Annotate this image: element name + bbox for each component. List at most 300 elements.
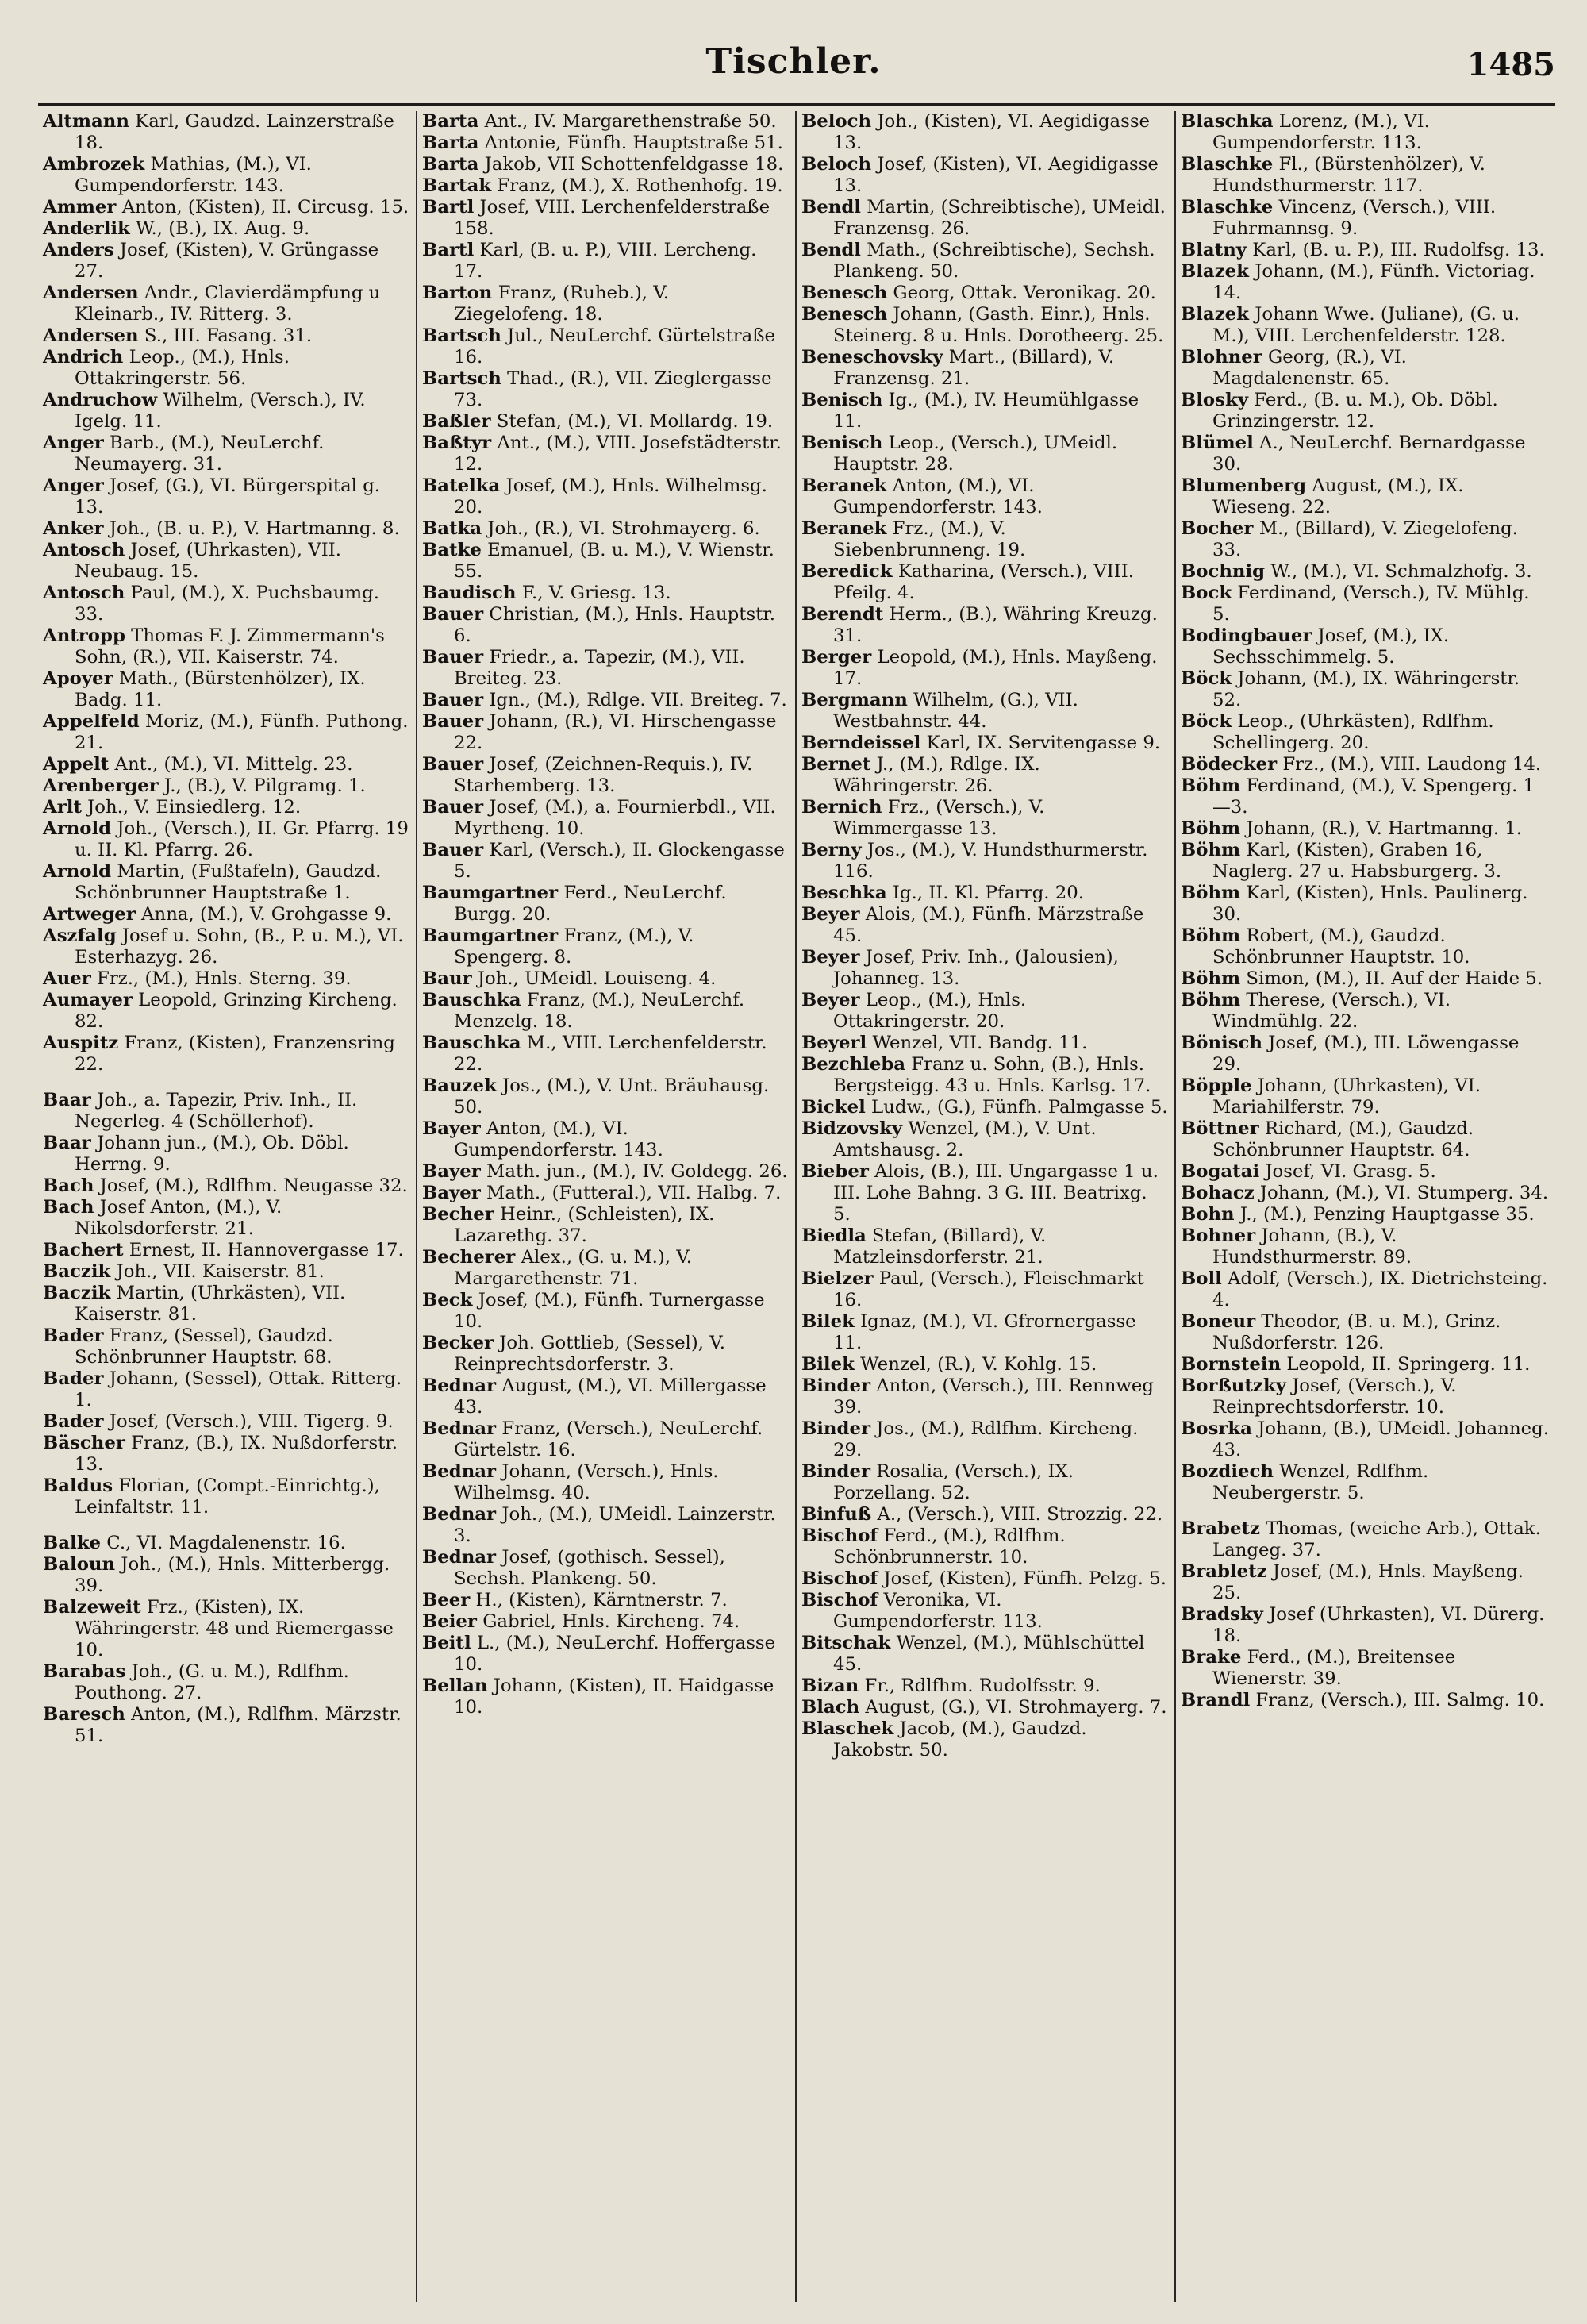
entry-details: Frz., (M.), VIII. Laudong 14. <box>1277 754 1542 775</box>
entry-name: Bellan <box>422 1676 488 1696</box>
entry-name: Bayer <box>422 1118 481 1139</box>
entry-details: Therese, (Versch.), VI. Windmühlg. 22. <box>1212 990 1451 1032</box>
entry-details: Leopold, Grinzing Kircheng. 82. <box>75 990 398 1032</box>
directory-entry <box>43 925 409 968</box>
directory-entry <box>801 604 1168 647</box>
entry-details: Josef, (M.), Fünfh. Turnergasse 10. <box>454 1290 765 1332</box>
entry-name: Bartsch <box>422 325 501 346</box>
entry-details: Mart., (Billard), V. Franzensg. 21. <box>833 347 1115 389</box>
entry-details: August, (M.), IX. Wieseng. 22. <box>1212 475 1464 518</box>
directory-entry <box>422 1676 789 1718</box>
directory-entry <box>1181 925 1549 968</box>
directory-entry <box>43 1033 409 1075</box>
entry-details: Joh., UMeidl. Louiseng. 4. <box>471 968 717 989</box>
entry-name: Bauer <box>422 754 484 775</box>
entry-name: Bogatai <box>1181 1161 1260 1182</box>
entry-details: Thomas F. J. Zimmermann's Sohn, (R.), VII. Kaiserstr. 74. <box>75 625 385 668</box>
entry-name: Bader <box>43 1326 104 1346</box>
entry-name: Barton <box>422 283 493 303</box>
directory-entry <box>1181 1311 1549 1354</box>
directory-entry <box>801 797 1168 840</box>
entry-details: Leop., (Versch.), UMeidl. Hauptstr. 28. <box>833 433 1118 475</box>
entry-details: A., (Versch.), VIII. Strozzig. 22. <box>871 1504 1163 1525</box>
entry-name: Bader <box>43 1411 104 1432</box>
directory-entry <box>1181 1604 1549 1647</box>
entry-name: Bauer <box>422 604 484 625</box>
column-2 <box>417 111 797 2302</box>
entry-name: Böhm <box>1181 840 1241 860</box>
directory-entry <box>422 1075 789 1118</box>
column-3 <box>797 111 1176 2302</box>
entry-name: Bischof <box>801 1568 878 1589</box>
entry-details: Ludw., (G.), Fünfh. Palmgasse 5. <box>865 1097 1168 1118</box>
entry-details: Ig., (M.), IV. Heumühlgasse 11. <box>833 390 1139 432</box>
entry-details: Joh., VII. Kaiserstr. 81. <box>110 1261 325 1282</box>
directory-entry <box>1181 347 1549 390</box>
entry-details: Math., (Futteral.), VII. Halbg. 7. <box>480 1183 782 1203</box>
directory-entry <box>801 1268 1168 1311</box>
entry-name: Bradsky <box>1181 1604 1263 1625</box>
entry-name: Andrich <box>43 347 124 367</box>
entry-details: Franz, (Ruheb.), V. Ziegelofeng. 18. <box>454 283 669 325</box>
entry-name: Aumayer <box>43 990 133 1010</box>
entry-name: Bozdiech <box>1181 1461 1274 1482</box>
entry-name: Beer <box>422 1590 471 1610</box>
entry-details: Ferd., (M.), Breitensee Wienerstr. 39. <box>1212 1647 1456 1689</box>
directory-entry <box>801 1054 1168 1097</box>
entry-details: Rosalia, (Versch.), IX. Porzellang. 52. <box>833 1461 1074 1503</box>
directory-entry <box>1181 240 1549 261</box>
directory-entry <box>801 1376 1168 1418</box>
entry-name: Brandl <box>1181 1690 1251 1710</box>
entry-name: Blohner <box>1181 347 1262 367</box>
entry-details: Robert, (M.), Gaudzd. Schönbrunner Hauptstr. 10. <box>1212 925 1470 968</box>
directory-entry <box>422 325 789 368</box>
directory-entry <box>1181 1518 1549 1561</box>
entry-details: Wenzel, Rdlfhm. Neubergerstr. 5. <box>1212 1461 1429 1503</box>
entry-name: Baczik <box>43 1261 111 1282</box>
directory-entry <box>801 304 1168 347</box>
directory-entry <box>801 347 1168 390</box>
directory-entry <box>1181 883 1549 925</box>
entry-name: Bohn <box>1181 1204 1235 1225</box>
directory-entry <box>801 754 1168 797</box>
entry-details: Anton, (Versch.), III. Rennweg 39. <box>833 1376 1154 1418</box>
entry-name: Bauschka <box>422 990 521 1010</box>
entry-name: Auspitz <box>43 1033 119 1053</box>
directory-entry <box>801 1461 1168 1504</box>
entry-name: Baumgartner <box>422 925 559 946</box>
entry-name: Bednar <box>422 1547 497 1568</box>
entry-name: Anders <box>43 240 114 260</box>
directory-entry <box>1181 990 1549 1033</box>
entry-name: Anger <box>43 475 104 496</box>
entry-details: Josef, (M.), Hnls. Wilhelmsg. 20. <box>454 475 767 518</box>
entry-details: Katharina, (Versch.), VIII. Pfeilg. 4. <box>833 561 1134 603</box>
directory-entry <box>422 1118 789 1161</box>
entry-details: Moriz, (M.), Fünfh. Puthong. 21. <box>75 711 409 753</box>
entry-name: Benisch <box>801 433 883 453</box>
entry-name: Böck <box>1181 668 1232 689</box>
entry-details: Johann Wwe. (Juliane), (G. u. M.), VIII. Lerchenfelderstr. 128. <box>1212 304 1520 346</box>
entry-details: Ig., II. Kl. Pfarrg. 20. <box>886 883 1085 903</box>
entry-details: Johann, (R.), V. Hartmanng. 1. <box>1240 818 1523 839</box>
entry-name: Blaschek <box>801 1718 894 1739</box>
directory-entry <box>422 240 789 283</box>
entry-details: Josef, (Versch.), V. Reinprechtsdorferstr. 10. <box>1212 1376 1457 1418</box>
entry-details: Paul, (M.), X. Puchsbaumg. 33. <box>75 583 380 625</box>
entry-details: Franz, (M.), X. Rothenhofg. 19. <box>491 175 783 196</box>
directory-entry <box>43 1240 409 1261</box>
directory-entry <box>43 390 409 433</box>
directory-entry <box>422 1333 789 1376</box>
entry-details: Joh., V. Einsiedlerg. 12. <box>81 797 302 818</box>
entry-details: Josef, (Kisten), V. Grüngasse 27. <box>75 240 379 282</box>
entry-name: Arnold <box>43 861 112 882</box>
entry-name: Balke <box>43 1533 101 1553</box>
entry-details: Johann, (Uhrkasten), VI. Mariahilferstr. 79. <box>1212 1075 1481 1118</box>
entry-name: Bock <box>1181 583 1232 603</box>
entry-details: Joh., (Kisten), VI. Aegidigasse 13. <box>833 111 1151 153</box>
entry-name: Bergmann <box>801 690 908 710</box>
directory-entry <box>422 1290 789 1333</box>
entry-name: Arnold <box>43 818 112 839</box>
directory-entry <box>422 175 789 197</box>
entry-name: Bauer <box>422 840 484 860</box>
directory-entry <box>801 1354 1168 1376</box>
entry-details: Joh., a. Tapezir, Priv. Inh., II. Negerleg. 4 (Schöllerhof). <box>75 1090 358 1132</box>
entry-name: Apoyer <box>43 668 113 689</box>
entry-name: Bach <box>43 1175 94 1196</box>
entry-name: Bizan <box>801 1676 859 1696</box>
entry-details: Herm., (B.), Währing Kreuzg. 31. <box>833 604 1158 646</box>
directory-entry <box>801 1590 1168 1633</box>
entry-name: Bendl <box>801 240 861 260</box>
entry-details: Franz, (B.), IX. Nußdorferstr. 13. <box>75 1433 398 1475</box>
entry-details: Jos., (M.), Rdlfhm. Kircheng. 29. <box>833 1418 1139 1460</box>
entry-name: Brake <box>1181 1647 1242 1668</box>
entry-name: Benesch <box>801 304 888 325</box>
entry-details: Franz, (Versch.), NeuLerchf. Gürtelstr. 16. <box>454 1418 763 1460</box>
entry-name: Bielzer <box>801 1268 874 1289</box>
entry-details: Josef Anton, (M.), V. Nikolsdorferstr. 21. <box>75 1197 282 1239</box>
directory-entry <box>43 325 409 347</box>
directory-entry <box>43 154 409 197</box>
entry-name: Bader <box>43 1368 104 1389</box>
directory-entry <box>43 625 409 668</box>
entry-name: Bernet <box>801 754 871 775</box>
entry-details: Ign., (M.), Rdlge. VII. Breiteg. 7. <box>483 690 787 710</box>
entry-details: Karl, (Kisten), Graben 16, Naglerg. 27 u. Habsburgerg. 3. <box>1212 840 1502 882</box>
header-rule <box>38 103 1555 106</box>
directory-entry <box>422 197 789 240</box>
entry-name: Barta <box>422 133 479 153</box>
entry-details: Josef, (M.), Hnls. Mayßeng. 25. <box>1212 1561 1524 1603</box>
directory-entry <box>801 647 1168 690</box>
entry-name: Bieber <box>801 1161 869 1182</box>
directory-entry <box>801 1633 1168 1676</box>
entry-name: Bauer <box>422 797 484 818</box>
directory-entry <box>801 154 1168 197</box>
entry-details: Karl, (Kisten), Hnls. Paulinerg. 30. <box>1212 883 1528 925</box>
entry-details: L., (M.), NeuLerchf. Hoffergasse 10. <box>454 1633 776 1675</box>
entry-name: Antosch <box>43 540 125 560</box>
entry-details: Anton, (M.), VI. Gumpendorferstr. 143. <box>454 1118 663 1160</box>
directory-entry <box>43 540 409 583</box>
entry-details: Johann, (R.), VI. Hirschengasse 22. <box>454 711 777 753</box>
directory-entry <box>43 1283 409 1326</box>
directory-entry <box>422 411 789 433</box>
directory-entry <box>43 197 409 218</box>
entry-details: Josef u. Sohn, (B., P. u. M.), VI. Esterhazyg. 26. <box>75 925 404 968</box>
entry-name: Beloch <box>801 154 872 175</box>
entry-name: Böhm <box>1181 818 1241 839</box>
directory-entry <box>43 968 409 990</box>
directory-entry <box>801 1311 1168 1354</box>
entry-name: Benisch <box>801 390 883 410</box>
entry-details: Josef, (gothisch. Sessel), Sechsh. Plankeng. 50. <box>454 1547 725 1589</box>
directory-entry <box>801 1676 1168 1697</box>
entry-details: Friedr., a. Tapezir, (M.), VII. Breiteg. 23. <box>454 647 745 689</box>
entry-name: Bönisch <box>1181 1033 1262 1053</box>
entry-name: Bauschka <box>422 1033 521 1053</box>
entry-details: Josef, VI. Grasg. 5. <box>1259 1161 1436 1182</box>
directory-entry <box>801 990 1168 1033</box>
entry-details: W., (B.), IX. Aug. 9. <box>129 218 310 239</box>
entry-name: Auer <box>43 968 91 989</box>
entry-name: Bohacz <box>1181 1183 1255 1203</box>
entry-name: Beck <box>422 1290 473 1310</box>
entry-details: Veronika, VI. Gumpendorferstr. 113. <box>833 1590 1043 1632</box>
entry-name: Beloch <box>801 111 872 132</box>
entry-name: Appelt <box>43 754 110 775</box>
entry-details: Franz, (Kisten), Franzensring 22. <box>75 1033 395 1075</box>
directory-entry <box>422 690 789 711</box>
directory-entry <box>801 561 1168 604</box>
directory-entry <box>801 1225 1168 1268</box>
directory-entry <box>43 283 409 325</box>
directory-entry <box>422 1504 789 1547</box>
entry-details: C., VI. Magdalenenstr. 16. <box>101 1533 346 1553</box>
entry-details: Math., (Schreibtische), Sechsh. Plankeng. 50. <box>833 240 1155 282</box>
entry-name: Böhm <box>1181 883 1241 903</box>
directory-entry <box>422 133 789 154</box>
directory-entry <box>422 154 789 175</box>
entry-details: Jos., (M.), V. Unt. Bräuhausg. 50. <box>454 1075 770 1118</box>
directory-entry <box>43 1661 409 1704</box>
entry-details: Emanuel, (B. u. M.), V. Wienstr. 55. <box>454 540 774 582</box>
directory-entry <box>422 475 789 518</box>
directory-entry <box>801 240 1168 283</box>
entry-details: Johann, (Versch.), Hnls. Wilhelmsg. 40. <box>454 1461 719 1503</box>
entry-details: Ferdinand, (M.), V. Spengerg. 1—3. <box>1212 775 1535 818</box>
entry-details: Franz, (M.), V. Spengerg. 8. <box>454 925 694 968</box>
directory-entry <box>1181 1376 1549 1418</box>
directory-columns <box>38 111 1555 2302</box>
entry-name: Baudisch <box>422 583 517 603</box>
directory-entry <box>422 604 789 647</box>
entry-details: Alex., (G. u. M.), V. Margarethenstr. 71. <box>454 1247 693 1289</box>
entry-details: A., NeuLerchf. Bernardgasse 30. <box>1212 433 1526 475</box>
directory-entry <box>43 240 409 283</box>
directory-entry <box>801 1161 1168 1225</box>
directory-entry <box>1181 111 1549 154</box>
entry-name: Andersen <box>43 283 139 303</box>
entry-details: Ant., (M.), VIII. Josefstädterstr. 12. <box>454 433 782 475</box>
entry-name: Benesch <box>801 283 888 303</box>
entry-name: Beyerl <box>801 1033 867 1053</box>
entry-details: Florian, (Compt.-Einrichtg.), Leinfaltstr. 11. <box>75 1476 380 1518</box>
directory-entry <box>801 390 1168 433</box>
directory-entry <box>422 883 789 925</box>
entry-name: Batelka <box>422 475 501 496</box>
directory-entry <box>422 433 789 475</box>
entry-details: Johann, (Gasth. Einr.), Hnls. Steinerg. 8 u. Hnls. Dorotheerg. 25. <box>833 304 1164 346</box>
directory-entry <box>422 1633 789 1676</box>
entry-name: Böck <box>1181 711 1232 732</box>
directory-entry <box>422 1376 789 1418</box>
entry-name: Becher <box>422 1204 494 1225</box>
entry-details: Stefan, (Billard), V. Matzleinsdorferstr. 21. <box>833 1225 1047 1268</box>
entry-details: Anton, (Kisten), II. Circusg. 15. <box>116 197 409 217</box>
entry-details: Adolf, (Versch.), IX. Dietrichsteing. 4. <box>1212 1268 1548 1310</box>
entry-details: Thad., (R.), VII. Zieglergasse 73. <box>454 368 772 410</box>
entry-name: Appelfeld <box>43 711 140 732</box>
entry-details: Johann, (B.), V. Hundsthurmerstr. 89. <box>1212 1225 1412 1268</box>
entry-details: Josef, (M.), III. Löwengasse 29. <box>1212 1033 1520 1075</box>
directory-entry <box>422 283 789 325</box>
directory-entry <box>801 1033 1168 1054</box>
entry-name: Bednar <box>422 1461 497 1482</box>
entry-details: Jacob, (M.), Gaudzd. Jakobstr. 50. <box>833 1718 1087 1760</box>
entry-name: Binder <box>801 1461 870 1482</box>
directory-entry <box>43 1533 409 1554</box>
directory-entry <box>43 1704 409 1747</box>
entry-details: S., III. Fasang. 31. <box>138 325 313 346</box>
entry-details: Alois, (M.), Fünfh. Märzstraße 45. <box>833 904 1144 946</box>
entry-name: Bach <box>43 1197 94 1218</box>
directory-entry <box>801 197 1168 240</box>
directory-entry <box>1181 840 1549 883</box>
entry-name: Antosch <box>43 583 125 603</box>
entry-details: Josef, (M.), IX. Sechsschimmelg. 5. <box>1212 625 1450 668</box>
entry-name: Arenberger <box>43 775 159 796</box>
entry-name: Anderlik <box>43 218 130 239</box>
entry-name: Beyer <box>801 904 860 925</box>
entry-details: F., V. Griesg. 13. <box>516 583 671 603</box>
entry-details: Theodor, (B. u. M.), Grinz. Nußdorferstr. 126. <box>1212 1311 1501 1353</box>
entry-name: Bilek <box>801 1311 855 1332</box>
entry-details: Math. jun., (M.), IV. Goldegg. 26. <box>480 1161 788 1182</box>
entry-name: Bauer <box>422 647 484 668</box>
directory-entry <box>801 733 1168 754</box>
directory-entry <box>43 1133 409 1175</box>
entry-name: Baur <box>422 968 472 989</box>
directory-entry <box>801 1418 1168 1461</box>
entry-details: August, (M.), VI. Millergasse 43. <box>454 1376 767 1418</box>
entry-name: Beitl <box>422 1633 471 1653</box>
entry-details: Karl, IX. Servitengasse 9. <box>920 733 1161 753</box>
entry-name: Biedla <box>801 1225 867 1246</box>
page-number: 1485 <box>1466 46 1555 83</box>
directory-entry <box>1181 1268 1549 1311</box>
directory-entry <box>422 1590 789 1611</box>
entry-details: Leop., (Uhrkästen), Rdlfhm. Schellingerg. 20. <box>1212 711 1494 753</box>
directory-entry <box>43 1476 409 1518</box>
entry-name: Brabetz <box>1181 1518 1260 1539</box>
page-header <box>0 41 1587 97</box>
entry-details: Ferd., (M.), Rdlfhm. Schönbrunnerstr. 10. <box>833 1526 1066 1568</box>
entry-details: Martin, (Uhrkästen), VII. Kaiserstr. 81. <box>75 1283 346 1325</box>
directory-entry <box>43 990 409 1033</box>
directory-entry <box>1181 711 1549 754</box>
entry-details: Joh., (G. u. M.), Rdlfhm. Pouthong. 27. <box>75 1661 349 1703</box>
entry-name: Borßutzky <box>1181 1376 1286 1396</box>
directory-entry <box>43 1554 409 1597</box>
entry-name: Barta <box>422 154 479 175</box>
entry-details: J., (M.), Penzing Hauptgasse 35. <box>1234 1204 1535 1225</box>
directory-entry <box>1181 261 1549 304</box>
entry-name: Balzeweit <box>43 1597 141 1618</box>
entry-details: Wenzel, (R.), V. Kohlg. 15. <box>854 1354 1097 1375</box>
entry-details: Antonie, Fünfh. Hauptstraße 51. <box>478 133 783 153</box>
directory-entry <box>1181 1161 1549 1183</box>
entry-name: Bednar <box>422 1418 497 1439</box>
entry-details: Wenzel, (M.), V. Unt. Amtshausg. 2. <box>833 1118 1097 1160</box>
directory-entry <box>1181 1354 1549 1376</box>
entry-name: Bohner <box>1181 1225 1256 1246</box>
entry-name: Boll <box>1181 1268 1222 1289</box>
entry-name: Bartl <box>422 240 475 260</box>
directory-entry <box>801 1118 1168 1161</box>
entry-details: Fl., (Bürstenhölzer), V. Hundsthurmerstr. 117. <box>1212 154 1485 196</box>
entry-name: Baßtyr <box>422 433 492 453</box>
directory-entry <box>801 947 1168 990</box>
directory-entry <box>43 1433 409 1476</box>
entry-name: Beneschovsky <box>801 347 943 367</box>
directory-entry <box>43 818 409 861</box>
directory-entry <box>43 111 409 154</box>
entry-details: Johann, (M.), VI. Stumperg. 34. <box>1254 1183 1549 1203</box>
directory-entry <box>422 518 789 540</box>
entry-name: Baumgartner <box>422 883 559 903</box>
directory-entry <box>422 840 789 883</box>
directory-entry <box>1181 1204 1549 1225</box>
entry-name: Baldus <box>43 1476 113 1496</box>
entry-name: Bochnig <box>1181 561 1266 582</box>
directory-entry <box>43 1326 409 1368</box>
directory-entry <box>801 518 1168 561</box>
entry-details: Josef, (Uhrkasten), VII. Neubaug. 15. <box>75 540 341 582</box>
entry-details: Jakob, VII Schottenfeldgasse 18. <box>478 154 784 175</box>
directory-entry <box>43 1411 409 1433</box>
entry-name: Blaschke <box>1181 154 1274 175</box>
directory-entry <box>422 1204 789 1247</box>
directory-entry <box>43 1175 409 1197</box>
entry-details: Karl, (Versch.), II. Glockengasse 5. <box>454 840 785 882</box>
directory-entry <box>1181 968 1549 990</box>
entry-name: Berndeissel <box>801 733 921 753</box>
entry-name: Baloun <box>43 1554 116 1575</box>
entry-name: Bayer <box>422 1183 481 1203</box>
entry-name: Bilek <box>801 1354 855 1375</box>
entry-details: Josef, Priv. Inh., (Jalousien), Johanneg. 13. <box>833 947 1119 989</box>
entry-details: Barb., (M.), NeuLerchf. Neumayerg. 31. <box>75 433 325 475</box>
directory-entry <box>43 668 409 711</box>
directory-entry <box>422 925 789 968</box>
entry-name: Bartsch <box>422 368 501 389</box>
entry-name: Berny <box>801 840 862 860</box>
